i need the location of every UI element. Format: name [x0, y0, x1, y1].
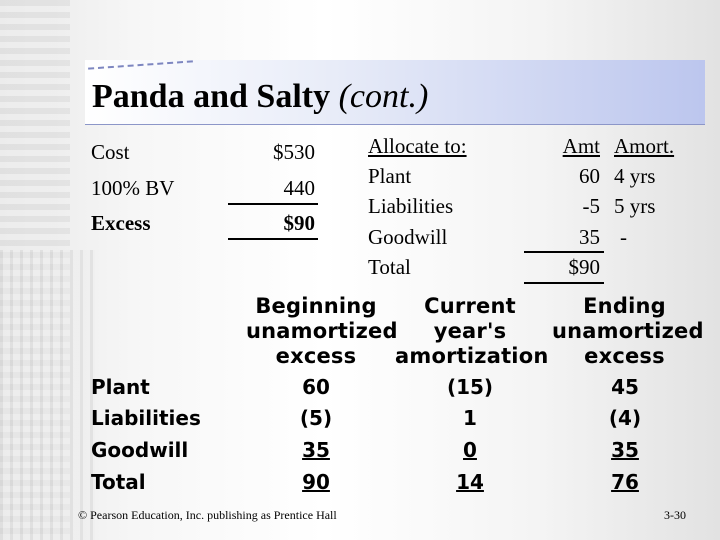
amt-liabilities: -5	[582, 194, 600, 218]
table-cell: 60	[302, 375, 330, 399]
current-amortization-header: Current year's amortization	[395, 294, 549, 368]
allocate-plant-label: Plant	[368, 164, 412, 188]
cost-value: $530	[273, 140, 315, 164]
slide-title	[92, 78, 428, 116]
table-row-label: Total	[91, 470, 146, 494]
table-cell: 35	[611, 438, 639, 462]
footer-copyright: © Pearson Education, Inc. publishing as Prentice Hall	[78, 508, 337, 522]
table-cell: 90	[302, 470, 330, 494]
slide-title-main: Panda and Salty	[92, 78, 331, 115]
table-cell: 1	[463, 406, 477, 430]
allocate-liabilities-label: Liabilities	[368, 194, 454, 218]
excess-label: Excess	[91, 211, 151, 235]
amt-total: $90	[568, 255, 600, 279]
table-cell: 35	[302, 438, 330, 462]
table-cell: (5)	[299, 406, 333, 430]
allocate-header: Allocate to:	[368, 134, 467, 158]
table-cell: (4)	[608, 406, 642, 430]
slide-title-suffix: (cont.)	[338, 78, 429, 115]
amt-header: Amt	[562, 134, 600, 158]
amt-goodwill: 35	[579, 225, 600, 249]
book-value-label: 100% BV	[91, 176, 175, 200]
table-row-label: Liabilities	[91, 406, 201, 430]
allocate-total-label: Total	[368, 255, 411, 279]
amort-header: Amort.	[614, 134, 675, 158]
amort-plant: 4 yrs	[614, 164, 656, 188]
table-row-label: Plant	[91, 375, 150, 399]
ending-excess-header: Ending unamortized excess	[552, 294, 704, 368]
allocate-goodwill-label: Goodwill	[368, 225, 448, 249]
amt-total-rule	[524, 282, 604, 284]
excess-value: $90	[283, 211, 315, 235]
table-cell: 76	[611, 470, 639, 494]
table-cell: 45	[611, 375, 639, 399]
cost-subtotal-rule	[228, 203, 318, 205]
amt-plant: 60	[579, 164, 600, 188]
amt-subtotal-rule	[524, 251, 604, 253]
page-number: 3-30	[664, 508, 686, 522]
table-cell: (15)	[446, 375, 494, 399]
excess-total-rule	[228, 238, 318, 240]
table-row-label: Goodwill	[91, 438, 189, 462]
background-building-image-lower	[0, 250, 95, 540]
amort-goodwill: -	[620, 225, 627, 249]
table-cell: 0	[463, 438, 477, 462]
cost-label: Cost	[91, 140, 130, 164]
book-value-value: 440	[283, 176, 315, 200]
table-cell: 14	[456, 470, 484, 494]
beginning-excess-header: Beginning unamortized excess	[246, 294, 398, 368]
amort-liabilities: 5 yrs	[614, 194, 656, 218]
